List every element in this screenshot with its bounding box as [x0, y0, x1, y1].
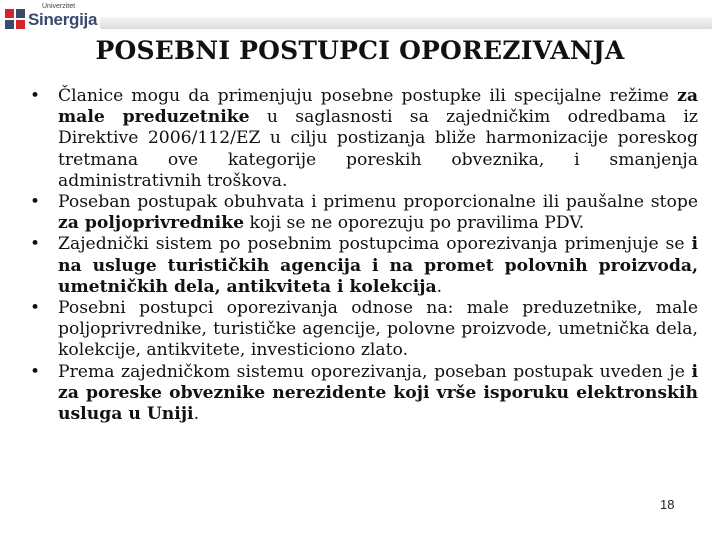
page-number: 18	[660, 497, 675, 512]
bullet-text: u saglasnosti sa zajedničkim odredbama iz Direktive 2006/112/EZ u cilju postizanja bliže harmonizacije poreskog tretmana ove kategorije poreskih obveznika, i smanjenja administrativnih troškova.	[58, 107, 698, 191]
bullet-dot: •	[30, 86, 41, 106]
bullet-list	[28, 86, 698, 425]
bullet-dot: •	[30, 192, 41, 213]
bullet-text: Članice mogu da primenjuju posebne postupke ili specijalne režime	[58, 86, 678, 106]
bullet-text: Zajednički sistem po posebnim postupcima oporezivanja primenjuje se	[58, 234, 692, 255]
bullet-text: Poseban postupak obuhvata i primenu proporcionalne ili paušalne stope	[58, 192, 698, 213]
list-item	[28, 298, 698, 362]
list-item	[28, 192, 698, 234]
university-logo	[4, 2, 100, 32]
bullet-text: .	[436, 276, 443, 297]
list-item	[28, 362, 698, 426]
bullet-dot: •	[30, 361, 41, 382]
list-item	[28, 86, 698, 192]
bullet-bold: i na usluge turističkih agencija i na promet polovnih proizvoda, umetničkih dela, antikviteta i kolekcija	[58, 234, 698, 297]
bullet-bold: za poljoprivrednike	[58, 213, 245, 234]
list-item	[28, 234, 698, 298]
bullet-text: Prema zajedničkom sistemu oporezivanja, poseban postupak uveden je	[58, 361, 692, 382]
slide-title: POSEBNI POSTUPCI OPOREZIVANJA	[95, 36, 625, 65]
bullet-text: koji se ne oporezuju po pravilima PDV.	[244, 213, 585, 234]
header-rule	[100, 17, 712, 29]
logo-small-text: Univerzitet	[42, 3, 76, 10]
bullet-text: Posebni postupci oporezivanja odnose na: male preduzetnike, male poljoprivrednike, turističke agencije, polovne proizvode, umetnička dela, kolekcije, antikvitete, investiciono zlato.	[58, 298, 698, 361]
bullet-dot: •	[30, 298, 41, 319]
bullet-bold: i za poreske obveznike nerezidente koji vrše isporuku elektronskih usluga u Uniji	[58, 361, 698, 425]
logo-mark-icon	[4, 8, 26, 30]
bullet-text: .	[193, 404, 200, 425]
bullet-bold: za male preduzetnike	[58, 86, 698, 128]
logo-main-text: Sinergija	[28, 10, 98, 29]
bullet-dot: •	[30, 234, 41, 255]
